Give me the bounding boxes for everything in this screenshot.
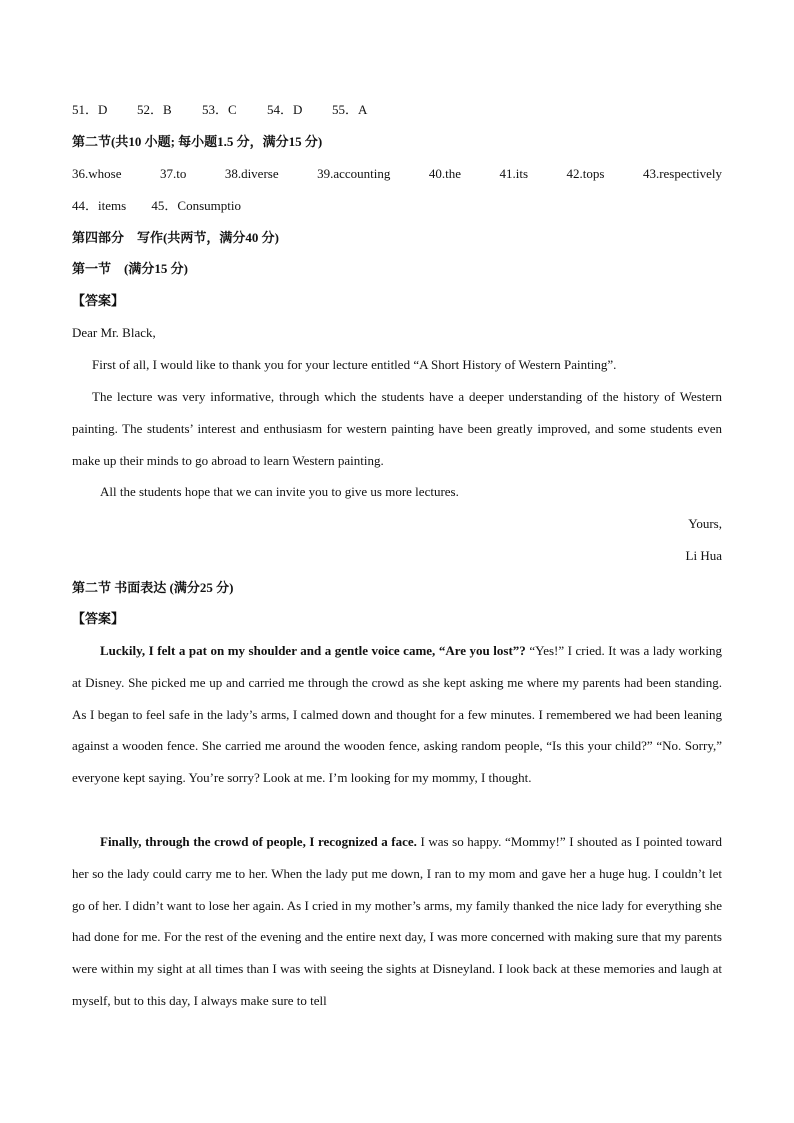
answer-43: 43.respectively bbox=[642, 166, 722, 181]
answer-40: 40.the bbox=[428, 166, 462, 181]
answer-55: 55．A bbox=[332, 102, 368, 117]
answer-38: 38.diverse bbox=[224, 166, 279, 181]
story-paragraph-2-lead: Finally, through the crowd of people, I recognized a face. bbox=[100, 834, 417, 849]
letter-paragraph-3: All the students hope that we can invite you to give us more lectures. bbox=[100, 484, 459, 499]
story-paragraph-1 bbox=[72, 635, 722, 794]
answer-42: 42.tops bbox=[566, 166, 605, 181]
story-paragraph-2-body: I was so happy. “Mommy!” I shouted as I pointed toward her so the lady could carry me to her. When the lady put me down, I ran to my mom and gave her a huge hug. I couldn’t let go of her. I didn’t want to lose her again. As I cried in my mother’s arms, my family thanked the nice lady for everything she had done for me. For the rest of the evening and the entire next day, I was more concerned with making sure that my parents were within my sight at all times than I was with seeing the sights at Disneyland. I look back at these memories and laugh at myself, but to this day, I always make sure to tell bbox=[72, 834, 722, 1008]
answer-41: 41.its bbox=[499, 166, 529, 181]
letter-signature: Li Hua bbox=[685, 548, 722, 563]
answer-44: 44．items bbox=[72, 198, 127, 213]
letter-closing: Yours, bbox=[688, 516, 722, 531]
answers-row-51-55 bbox=[72, 100, 397, 120]
answers-row-36-43 bbox=[72, 164, 722, 184]
story-paragraph-1-lead: Luckily, I felt a pat on my shoulder and a gentle voice came, “Are you lost”? bbox=[100, 643, 526, 658]
story-paragraph-2 bbox=[72, 826, 722, 1017]
answer-51: 51．D bbox=[72, 102, 108, 117]
answer-54: 54．D bbox=[267, 102, 303, 117]
answer-52: 52．B bbox=[137, 102, 172, 117]
letter-paragraph-2: The lecture was very informative, through which the students have a deeper understanding of the history of Western painting. The students’ interest and enthusiasm for western painting have been greatly improved, and some students even make up their minds to go abroad to learn Western painting. bbox=[72, 389, 722, 468]
answers-row-44-45 bbox=[72, 196, 263, 216]
section2-heading: 第二节(共10 小题; 每小题1.5 分，满分15 分) bbox=[72, 134, 323, 149]
answer-36: 36.whose bbox=[72, 166, 122, 181]
answer-label: 【答案】 bbox=[72, 611, 125, 626]
section2-writing-heading: 第二节 书面表达 (满分25 分) bbox=[72, 580, 234, 595]
answer-45: 45．Consumptio bbox=[151, 198, 241, 213]
letter-salutation: Dear Mr. Black, bbox=[72, 325, 156, 340]
answer-53: 53．C bbox=[202, 102, 237, 117]
answer-label: 【答案】 bbox=[72, 293, 125, 308]
section1-heading: 第一节 (满分15 分) bbox=[72, 261, 188, 276]
part4-heading: 第四部分 写作(共两节，满分40 分) bbox=[72, 230, 279, 245]
answer-37: 37.to bbox=[159, 166, 187, 181]
letter-paragraph-1: First of all, I would like to thank you for your lecture entitled “A Short History of Western Painting”. bbox=[92, 357, 617, 372]
answer-39: 39.accounting bbox=[317, 166, 391, 181]
story-paragraph-1-body: “Yes!” I cried. It was a lady working at Disney. She picked me up and carried me through the crowd as she kept asking me where my parents had been standing. As I began to feel safe in the lady’s arms, I calmed down and thought for a few minutes. I remembered we had been leaning against a wooden fence. She carried me around the wooden fence, asking random people, “Is this your child?” “No. Sorry,” everyone kept saying. You’re sorry? Look at me. I’m looking for my mommy, I thought. bbox=[72, 643, 723, 786]
